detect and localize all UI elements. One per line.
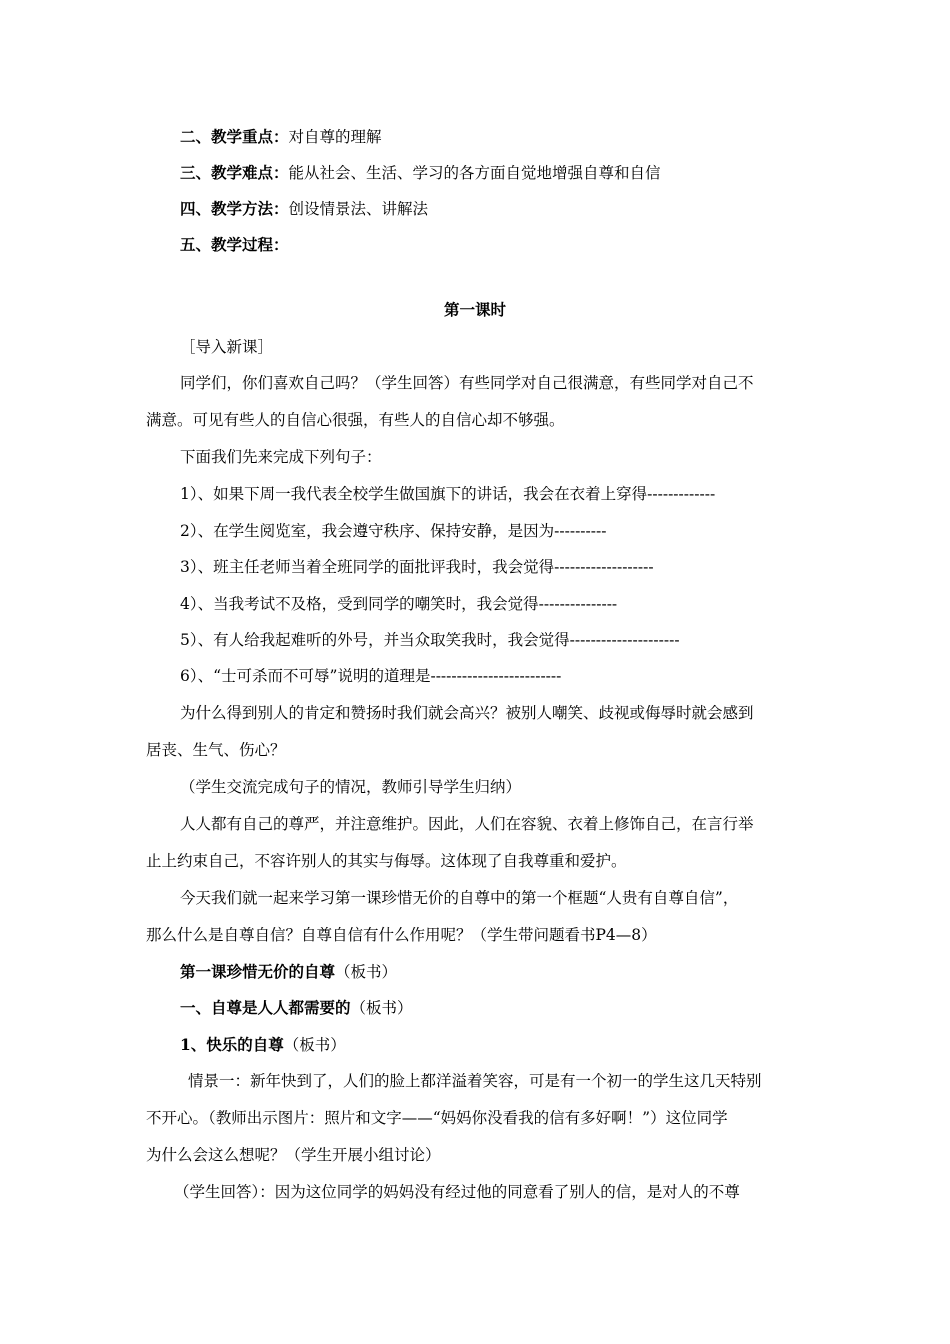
method-text: 创设情景法、讲解法 [288, 200, 429, 218]
note-line: （学生交流完成句子的情况，教师引导学生归纳） [180, 778, 522, 796]
difficulty-label: 三、教学难点： [180, 163, 289, 182]
lesson-heading-note: （板书） [335, 963, 398, 981]
sentence-3: 3）、班主任老师当着全班同学的面批评我时，我会觉得------------------- [180, 558, 654, 576]
sentence-2: 2）、在学生阅览室，我会遵守秩序、保持安静，是因为---------- [180, 522, 607, 540]
scene-line3: 为什么会这么想呢？（学生开展小组讨论） [146, 1146, 441, 1164]
sentence-4: 4）、当我考试不及格，受到同学的嘲笑时，我会觉得--------------- [180, 595, 618, 613]
lesson-heading-title: 第一课珍惜无价的自尊 [180, 962, 336, 981]
sentence-1: 1）、如果下周一我代表全校学生做国旗下的讲话，我会在衣着上穿得------------- [180, 485, 716, 503]
section-heading-title: 一、自尊是人人都需要的 [180, 998, 351, 1017]
para4-line2: 那么什么是自尊自信？自尊自信有什么作用呢？（学生带问题看书P4—8） [146, 926, 657, 944]
method-label: 四、教学方法： [180, 199, 289, 218]
para1-line2: 满意。可见有些人的自信心很强，有些人的自信心却不够强。 [146, 411, 565, 429]
section-heading [180, 998, 413, 1018]
sentence-5: 5）、有人给我起难听的外号，并当众取笑我时，我会觉得--------------------- [180, 631, 680, 649]
lesson-heading [180, 962, 397, 982]
prompt-line: 下面我们先来完成下列句子： [180, 448, 382, 466]
key-point-text: 对自尊的理解 [288, 128, 382, 146]
para4-line1: 今天我们就一起来学习第一课珍惜无价的自尊中的第一个框题“人贵有自尊自信”， [180, 889, 739, 907]
process-label: 五、教学过程： [180, 235, 289, 254]
section-heading-note: （板书） [350, 999, 413, 1017]
answer-line: （学生回答）：因为这位同学的妈妈没有经过他的同意看了别人的信，是对人的不尊 [174, 1183, 740, 1201]
subsection-heading [180, 1035, 346, 1055]
sentence-6: 6）、“士可杀而不可辱”说明的道理是------------------------- [180, 667, 562, 685]
para2-line2: 居丧、生气、伤心？ [146, 741, 286, 759]
scene-line1: 情景一：新年快到了，人们的脸上都洋溢着笑容，可是有一个初一的学生这几天特别 [188, 1072, 762, 1090]
para1-line1: 同学们，你们喜欢自己吗？（学生回答）有些同学对自己很满意，有些同学对自己不 [180, 374, 754, 392]
para2-line1: 为什么得到别人的肯定和赞扬时我们就会高兴？被别人嘲笑、歧视或侮辱时就会感到 [180, 704, 754, 722]
para3-line1: 人人都有自己的尊严，并注意维护。因此，人们在容貌、衣着上修饰自己，在言行举 [180, 815, 754, 833]
scene-line2: 不开心。（教师出示图片：照片和文字——“妈妈你没看我的信有多好啊！”）这位同学 [146, 1109, 728, 1127]
intro-tag: ［导入新课］ [180, 338, 274, 356]
subsection-heading-note: （板书） [283, 1036, 346, 1054]
difficulty-text: 能从社会、生活、学习的各方面自觉地增强自尊和自信 [288, 164, 661, 182]
difficulty-line [180, 163, 661, 183]
subsection-heading-title: 1、快乐的自尊 [180, 1035, 284, 1054]
key-point-line [180, 127, 382, 147]
process-line [180, 235, 289, 255]
section-title: 第一课时 [443, 300, 506, 319]
key-point-label: 二、教学重点： [180, 127, 289, 146]
method-line [180, 199, 428, 219]
para3-line2: 止上约束自己，不容许别人的其实与侮辱。这体现了自我尊重和爱护。 [146, 852, 627, 870]
